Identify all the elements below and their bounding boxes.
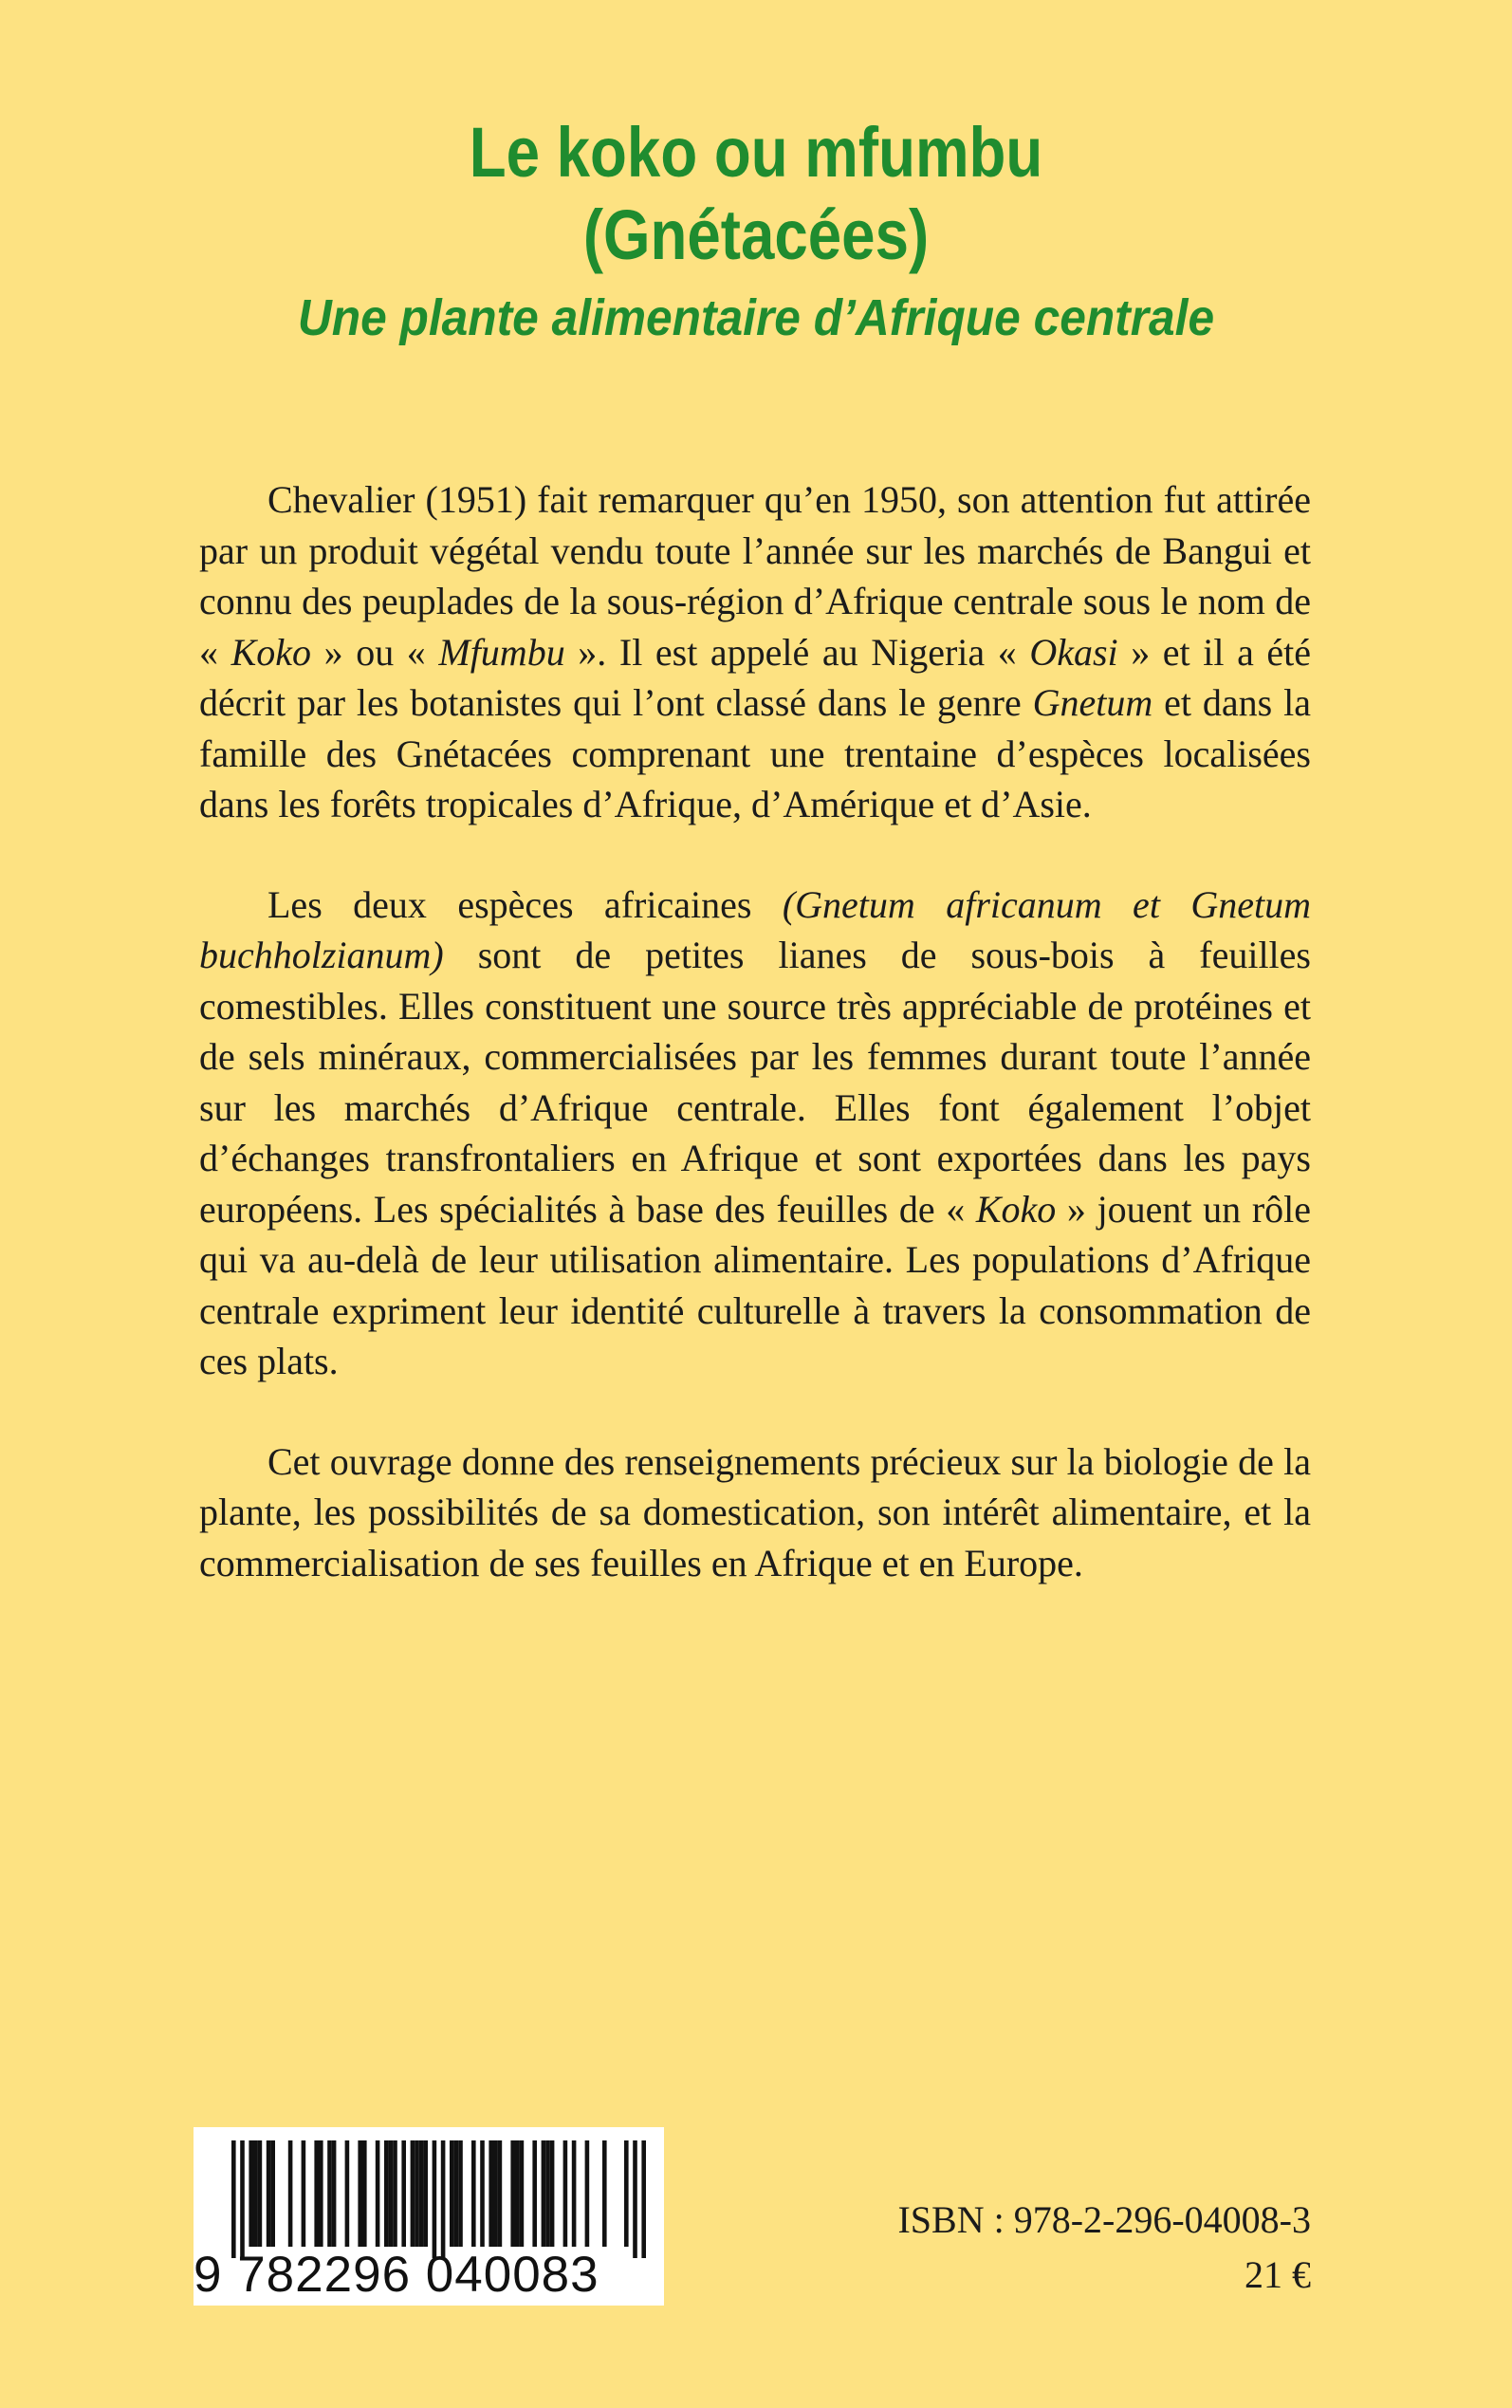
barcode-bar	[393, 2140, 397, 2247]
barcode-bar	[345, 2140, 350, 2247]
book-title: Le koko ou mfumbu	[469, 113, 1043, 192]
barcode-bar	[419, 2140, 424, 2247]
barcode-bar	[362, 2140, 367, 2247]
barcode-bar	[450, 2140, 454, 2247]
barcode-bar	[270, 2140, 275, 2247]
barcode-bar	[641, 2140, 646, 2258]
barcode-bar	[302, 2140, 306, 2247]
barcode-bar	[253, 2140, 258, 2247]
barcode-bar	[602, 2140, 607, 2247]
paragraph-1: Chevalier (1951) fait remarquer qu’en 1950, son attention fut attirée par un produit végétal vendu toute l’année sur les marchés de Bangui et connu des peuplades de la sous-région d’Afrique centrale sous le nom de « Koko » ou « Mfumbu ». Il est appelé au Nigeria « Okasi » et il a été décrit par les botanistes qui l’ont classé dans le genre Gnetum et dans la famille des Gnétacées comprenant une trentaine d’espèces localisées dans les forêts tropicales d’Afrique, d’Amérique et d’Asie.	[199, 478, 1312, 825]
barcode-bar	[572, 2140, 577, 2247]
barcode-bar	[389, 2140, 394, 2247]
back-cover-text	[199, 474, 1311, 1638]
barcode-bar	[489, 2140, 493, 2247]
barcode-bar	[542, 2140, 546, 2247]
book-title-family: (Gnétacées)	[582, 195, 930, 274]
barcode-bar	[240, 2140, 245, 2258]
isbn: ISBN : 978-2-296-04008-3	[897, 2198, 1311, 2241]
barcode-bar	[314, 2140, 319, 2247]
barcode-bar	[376, 2140, 380, 2247]
barcode-bar	[510, 2140, 515, 2247]
barcode-digits: 9 782296 040083	[194, 2247, 599, 2303]
barcode-bar	[441, 2140, 446, 2258]
barcode-bar	[550, 2140, 555, 2247]
barcode-bar	[585, 2140, 590, 2247]
barcode-bar	[423, 2140, 428, 2247]
barcode-bar	[480, 2140, 485, 2247]
barcode-bar	[267, 2140, 271, 2247]
barcode-bar	[415, 2140, 419, 2247]
barcode-bar	[520, 2140, 525, 2247]
barcode-bar	[458, 2140, 463, 2247]
barcode-bar	[515, 2140, 520, 2247]
barcode-bar	[532, 2140, 537, 2247]
barcode-bar	[327, 2140, 332, 2247]
barcode-bar	[545, 2140, 550, 2247]
barcode-bar	[288, 2140, 293, 2247]
barcode-bar	[401, 2140, 406, 2247]
barcode-bar	[258, 2140, 263, 2247]
barcode-bar	[624, 2140, 629, 2247]
barcode-bar	[454, 2140, 459, 2247]
book-subtitle: Une plante alimentaire d’Afrique centrale	[297, 289, 1215, 346]
barcode-bar	[358, 2140, 362, 2247]
barcode-bar	[498, 2140, 503, 2247]
barcode-bar	[433, 2140, 437, 2258]
barcode-bar	[471, 2140, 476, 2247]
barcode-bar	[384, 2140, 389, 2247]
price: 21 €	[1245, 2253, 1311, 2296]
barcode-bar	[319, 2140, 323, 2247]
barcode-bar	[249, 2140, 253, 2247]
barcode-bar	[411, 2140, 415, 2247]
barcode-bar	[633, 2140, 637, 2258]
barcode	[194, 2127, 664, 2306]
barcode-bar	[563, 2140, 568, 2247]
barcode-bar	[332, 2140, 337, 2247]
barcode-bar	[493, 2140, 498, 2247]
paragraph-2: Les deux espèces africaines (Gnetum africanum et Gnetum buchholzianum) sont de petites lianes de sous-bois à feuilles comestibles. Elles constituent une source très appréciable de protéines et de sels minéraux, commercialisées par les femmes durant toute l’année sur les marchés d’Afrique centrale. Elles font également l’objet d’échanges transfrontaliers en Afrique et sont exportées dans les pays européens. Les spécialités à base des feuilles de « Koko » jouent un rôle qui va au-delà de leur utilisation alimentaire. Les populations d’Afrique centrale expriment leur identité culturelle à travers la consommation de ces plats.	[199, 882, 1312, 1382]
barcode-bar	[231, 2140, 236, 2258]
paragraph-3: Cet ouvrage donne des renseignements précieux sur la biologie de la plante, les possibilités de sa domestication, son intérêt alimentaire, et la commercialisation de ses feuilles en Afrique et en Europe.	[199, 1439, 1311, 1584]
